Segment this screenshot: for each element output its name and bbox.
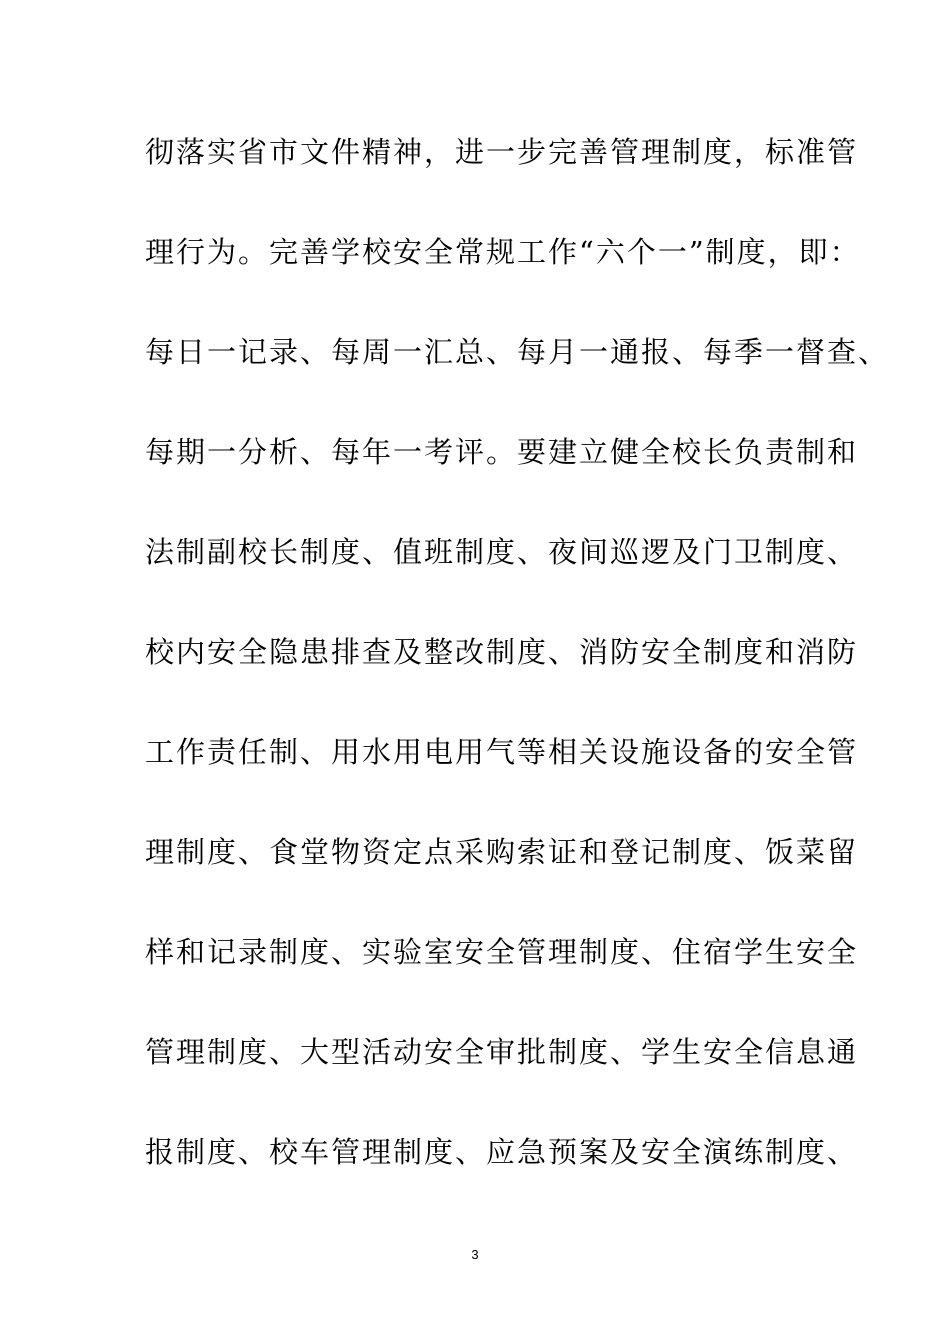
text-line-3: 每日一记录、每周一汇总、每月一通报、每季一督查、	[145, 335, 890, 369]
text-line-6: 校内安全隐患排查及整改制度、消防安全制度和消防	[145, 635, 859, 669]
text-line-11: 报制度、校车管理制度、应急预案及安全演练制度、	[145, 1135, 859, 1169]
text-line-2: 理行为。完善学校安全常规工作“六个一”制度，即：	[145, 235, 861, 269]
page-number: 3	[471, 1247, 479, 1262]
text-line-7: 工作责任制、用水用电用气等相关设施设备的安全管	[145, 735, 859, 769]
text-line-5: 法制副校长制度、值班制度、夜间巡逻及门卫制度、	[145, 535, 859, 569]
text-line-9: 样和记录制度、实验室安全管理制度、住宿学生安全	[145, 935, 859, 969]
body-text	[145, 128, 890, 1228]
text-line-1: 彻落实省市文件精神，进一步完善管理制度，标准管	[145, 135, 859, 169]
text-line-4: 每期一分析、每年一考评。要建立健全校长负责制和	[145, 435, 859, 469]
text-line-8: 理制度、食堂物资定点采购索证和登记制度、饭菜留	[145, 835, 859, 869]
text-line-10: 管理制度、大型活动安全审批制度、学生安全信息通	[145, 1035, 859, 1069]
